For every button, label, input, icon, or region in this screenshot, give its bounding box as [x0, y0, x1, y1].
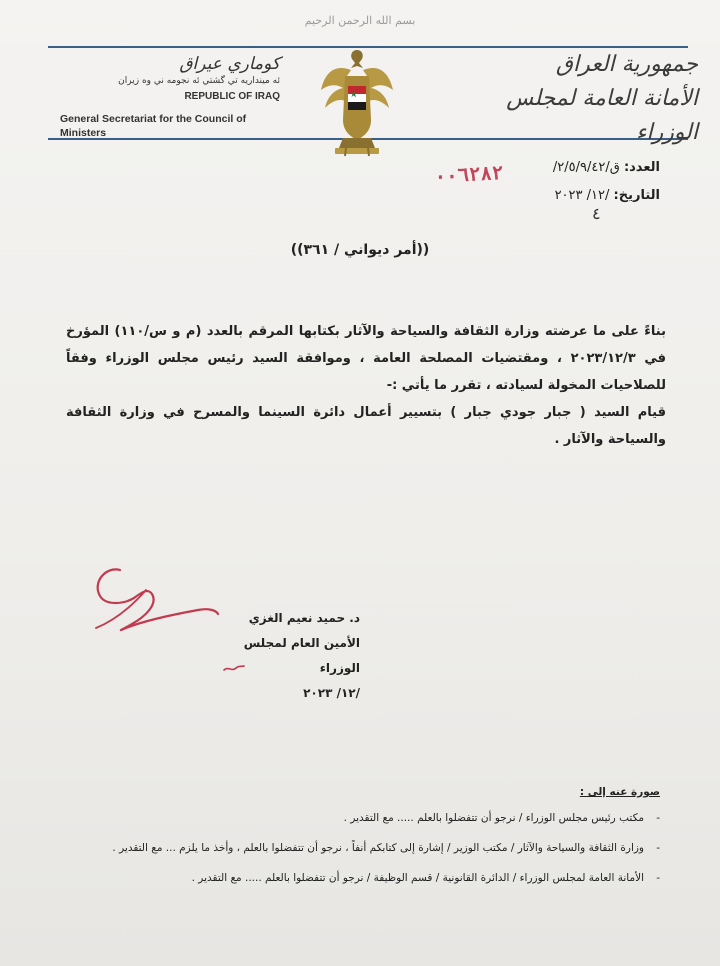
reference-number-label: العدد:	[623, 160, 660, 175]
kurdish-title: كوماري عيراق	[179, 54, 280, 74]
handwritten-day: ٤	[592, 204, 601, 223]
signer-date: /١٢/ ٢٠٢٣	[303, 686, 360, 700]
signer-title: الأمين العام لمجلس الوزراء	[243, 636, 360, 675]
order-title: ((أمر ديواني / ٣٦١))	[290, 242, 430, 258]
copies-section	[60, 782, 660, 898]
letterhead-left	[70, 54, 280, 104]
kurdish-subtitle: ئه مينداريه تي گشتي ئه نجومه ني وه زيران	[118, 76, 280, 86]
list-item: - مكتب رئيس مجلس الوزراء / نرجو أن تتفضلوا بالعلم ..... مع التقدير .	[60, 808, 660, 828]
body-paragraph-1: بناءً على ما عرضته وزارة الثقافة والسياحة والآثار بكتابها المرقم بالعدد (م و س/١١٠) المؤرخ في ٢٠٢٣/١٢/٣ ، ومقتضيات المصلحة العامة ، وموافقة السيد رئيس مجلس الوزراء وفقاً للصلاحيات المخولة لسيادته ، تقرر ما يأتي :-	[66, 324, 666, 393]
iraq-eagle-emblem-icon	[317, 46, 397, 160]
copies-title: صورة عنه إلى :	[579, 786, 660, 798]
list-item: - الأمانة العامة لمجلس الوزراء / الدائرة القانونية / قسم الوظيفة / نرجو أن تتفضلوا بالعلم ..... مع التقدير .	[60, 868, 660, 888]
reference-date-label: التاريخ:	[613, 188, 660, 203]
reference-date-row	[510, 182, 660, 210]
reference-block	[510, 154, 660, 210]
list-item: - وزارة الثقافة والسياحة والآثار / مكتب الوزير / إشارة إلى كتابكم أنفاً ، نرجو أن تتفضلوا بالعلم ، وأخذ ما يلزم ... مع التقدير .	[60, 838, 660, 858]
signature-tick	[222, 662, 246, 674]
reference-number-row	[510, 154, 660, 182]
arabic-republic: جمهورية العراق	[555, 52, 698, 77]
arabic-secretariat: الأمانة العامة لمجلس الوزراء	[506, 86, 698, 145]
order-body	[66, 318, 666, 453]
bismillah: بسم الله الرحمن الرحيم	[304, 14, 416, 27]
reference-date-value: /١٢/ ٢٠٢٣	[554, 188, 610, 203]
letterhead-right	[488, 48, 698, 150]
copies-list	[60, 808, 660, 888]
stamp-number: ٠٠٦٢٨٢	[434, 162, 504, 188]
republic-en: REPUBLIC OF IRAQ	[184, 91, 280, 102]
reference-number-value: ق/٢/٥/٩/٤٢/	[552, 160, 620, 175]
secretariat-en: General Secretariat for the Council of Ministers	[60, 113, 247, 139]
signer-name: د. حميد نعيم الغزي	[248, 611, 360, 625]
body-paragraph-2: قيام السيد ( جبار جودي جبار ) بتسيير أعمال دائرة السينما والمسرح في وزارة الثقافة والسياحة والآثار .	[66, 405, 666, 447]
signer-block	[200, 606, 360, 706]
